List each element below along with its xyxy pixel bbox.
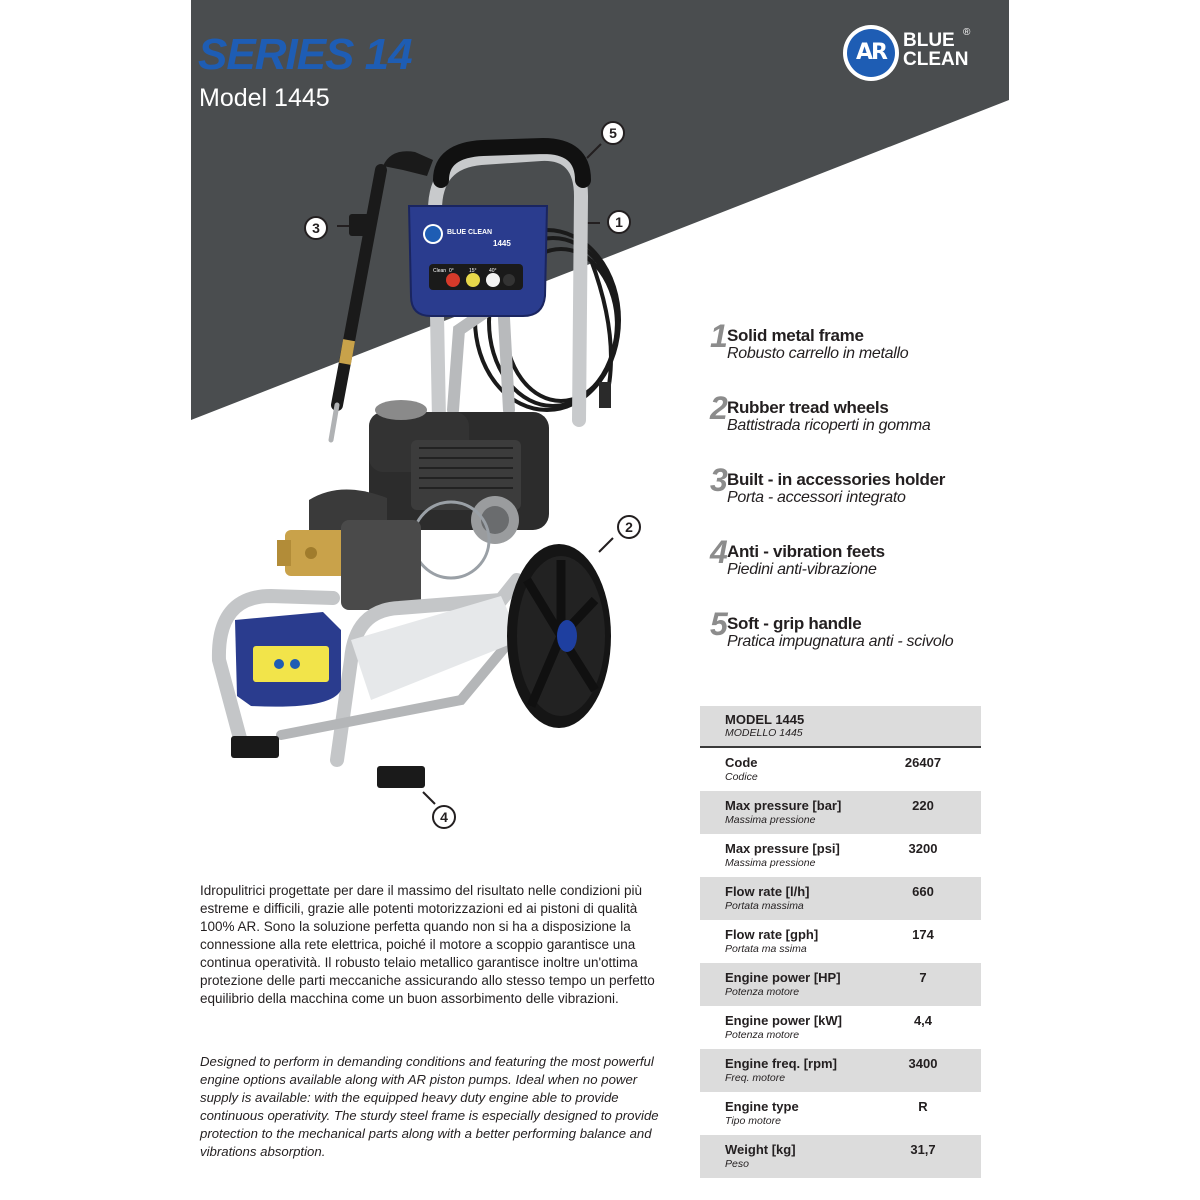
spec-value: 3200	[908, 841, 938, 856]
registered-mark: ®	[963, 27, 971, 38]
spec-table	[700, 706, 981, 1178]
spec-label-italian: Tipo motore	[725, 1115, 781, 1127]
spec-label: Max pressure [bar]	[725, 798, 842, 813]
brand-mark: AR	[847, 29, 895, 77]
spec-label-italian: Codice	[725, 771, 758, 783]
spec-row	[700, 877, 981, 920]
feature-title: Built - in accessories holder	[727, 470, 946, 489]
brand-name-line1: BLUE	[903, 30, 955, 51]
spec-value: 26407	[904, 755, 942, 770]
description-english: Designed to perform in demanding conditions and featuring the most powerful engine options available along with AR piston pumps. Ideal when no power supply is available: with the equipped heavy duty engine able to provide continuous operativity. The sturdy steel frame is especially designed to provide protection to the mechanical parts along with a better performing balance and vibrations absorption.	[200, 1054, 659, 1159]
spec-row	[700, 920, 981, 963]
spec-label-italian: Portata massima	[725, 900, 804, 912]
spec-value: 4,4	[913, 1013, 933, 1028]
spec-label: Engine freq. [rpm]	[725, 1056, 837, 1071]
feature-title: Anti - vibration feets	[727, 542, 885, 561]
wheel-icon	[507, 544, 611, 728]
feature-subtitle: Porta - accessori integrato	[727, 489, 906, 506]
spec-row	[700, 791, 981, 834]
spec-value: 660	[912, 884, 934, 899]
nozzle-white-icon	[486, 273, 500, 287]
spec-row	[700, 1006, 981, 1049]
panel-brand: BLUE CLEAN	[447, 229, 493, 236]
spec-value: 31,7	[910, 1142, 936, 1157]
front-label-plate	[235, 612, 341, 707]
spec-label: Weight [kg]	[725, 1142, 796, 1157]
feature-subtitle: Piedini anti-vibrazione	[727, 561, 877, 578]
control-panel	[409, 206, 547, 316]
spec-label-italian: Freq. motore	[725, 1072, 786, 1084]
spec-label: Max pressure [psi]	[725, 841, 840, 856]
feature-number: 5	[710, 606, 728, 642]
feature-number: 2	[710, 390, 728, 426]
spec-label-italian: Potenza motore	[725, 986, 800, 998]
spec-row	[700, 1092, 981, 1135]
description-italian: Idropulitrici progettate per dare il massimo del risultato nelle condizioni più estreme e difficili, grazie alle potenti motorizzazioni ed ai pistoni di qualità 100% AR. Sono la soluzione perfetta quando non si ha a disposizione la connessione alla rete elettrica, poiché il motore a scoppio garantisce una continua operatività. Il robusto telaio metallico garantisce inoltre un'ottima protezione delle parti meccaniche assicurando allo stesso tempo un perfetto equilibrio della macchina come un buon assorbimento delle vibrazioni.	[200, 883, 655, 1006]
nozzle-label-0: 0°	[449, 268, 454, 274]
feature-number: 1	[710, 318, 728, 354]
spec-label-italian: Peso	[725, 1158, 749, 1170]
spec-label: Engine type	[725, 1099, 799, 1114]
spec-value: 220	[912, 798, 934, 813]
spec-label: Engine power [kW]	[725, 1013, 842, 1028]
callout-2: 2	[617, 515, 641, 539]
series-title: SERIES 14	[198, 30, 412, 79]
spec-table-subtitle: MODELLO 1445	[725, 727, 803, 739]
spec-row	[700, 963, 981, 1006]
feature-number: 3	[710, 462, 728, 498]
callout-5: 5	[601, 121, 625, 145]
model-title: Model 1445	[199, 84, 330, 112]
spec-label-italian: Massima pressione	[725, 814, 816, 826]
spec-row	[700, 1135, 981, 1178]
spec-table-title: MODEL 1445	[725, 712, 805, 727]
spec-label-italian: Portata ma ssima	[725, 943, 807, 955]
callout-3: 3	[304, 216, 328, 240]
anti-vibration-foot-left	[231, 736, 279, 758]
spec-row	[700, 1049, 981, 1092]
spec-label: Flow rate [l/h]	[725, 884, 810, 899]
nozzle-yellow-icon	[466, 273, 480, 287]
feature-title: Soft - grip handle	[727, 614, 862, 633]
brand-name-line2: CLEAN	[903, 49, 969, 70]
nozzle-label-clean: Clean	[433, 268, 447, 274]
spec-label-italian: Potenza motore	[725, 1029, 800, 1041]
spec-label: Engine power [HP]	[725, 970, 841, 985]
spec-label-italian: Massima pressione	[725, 857, 816, 869]
feature-title: Rubber tread wheels	[727, 398, 889, 417]
spec-value: 7	[919, 970, 927, 985]
feature-number: 4	[710, 534, 728, 570]
nozzle-black-icon	[503, 274, 515, 286]
feature-title: Solid metal frame	[727, 326, 864, 345]
panel-model: 1445	[493, 239, 511, 248]
spec-label: Code	[725, 755, 758, 770]
nozzle-label-40: 40°	[489, 268, 497, 274]
spec-value: 174	[912, 927, 934, 942]
callout-4: 4	[432, 805, 456, 829]
spec-label: Flow rate [gph]	[725, 927, 819, 942]
feature-subtitle: Robusto carrello in metallo	[727, 345, 909, 362]
feature-subtitle: Pratica impugnatura anti - scivolo	[727, 633, 954, 650]
feature-subtitle: Battistrada ricoperti in gomma	[727, 417, 931, 434]
nozzle-label-15: 15°	[469, 268, 477, 274]
spec-table-header	[700, 706, 981, 748]
spec-value: R	[918, 1099, 928, 1114]
hose-fitting-icon	[599, 382, 611, 408]
callout-1: 1	[607, 210, 631, 234]
spec-value: 3400	[908, 1056, 938, 1071]
spec-row	[700, 748, 981, 791]
spec-row	[700, 834, 981, 877]
anti-vibration-foot-right	[377, 766, 425, 788]
product-sheet	[191, 0, 1009, 1200]
nozzle-red-icon	[446, 273, 460, 287]
